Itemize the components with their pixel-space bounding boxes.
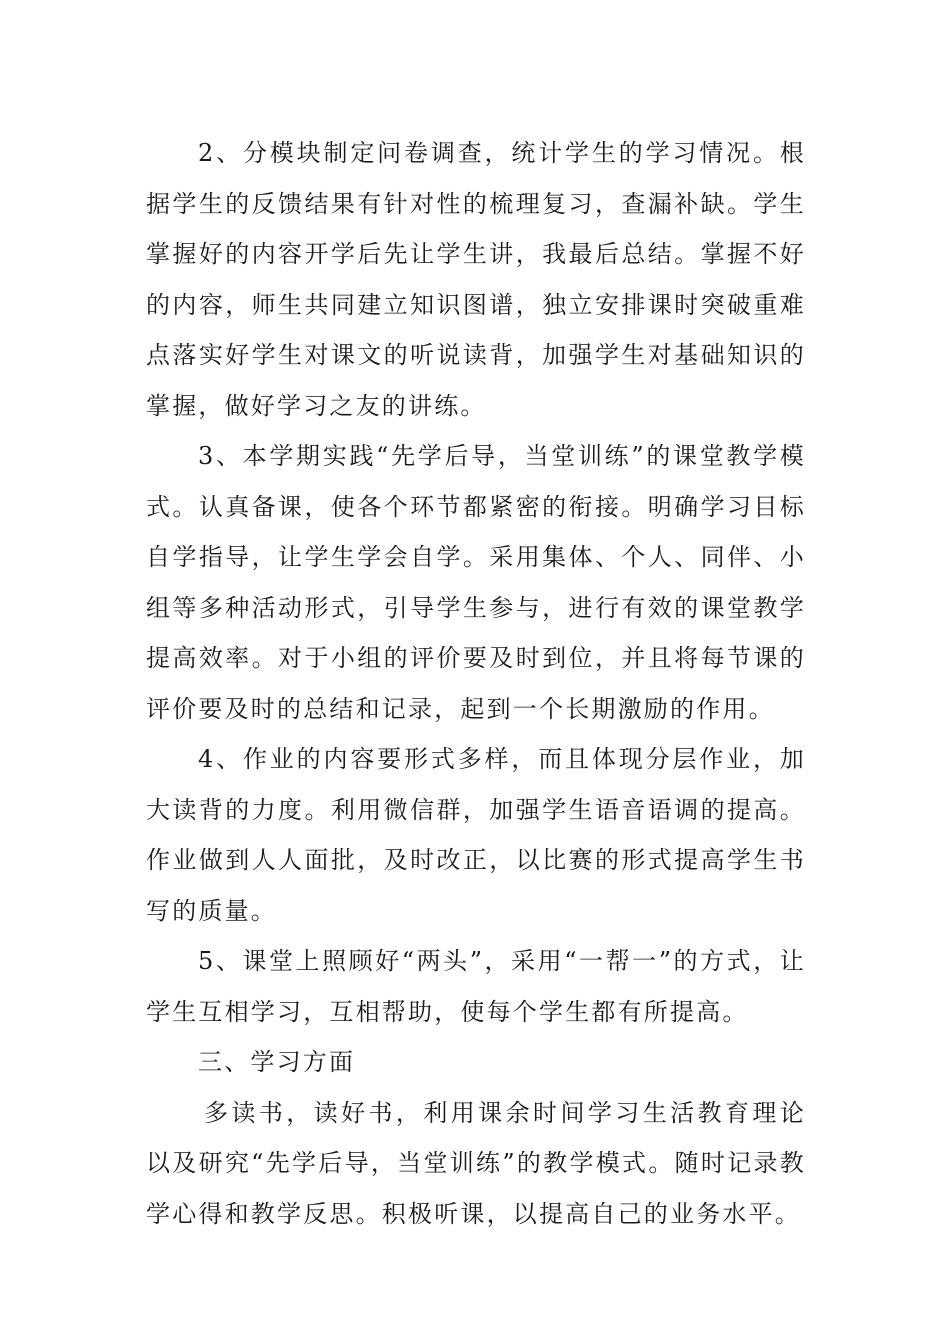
document-body bbox=[146, 128, 806, 1239]
paragraph-item-2: 2、分模块制定问卷调查，统计学生的学习情况。根据学生的反馈结果有针对性的梳理复习，查漏补缺。学生掌握好的内容开学后先让学生讲，我最后总结。掌握不好的内容，师生共同建立知识图谱，独立安排课时突破重难点落实好学生对课文的听说读背，加强学生对基础知识的掌握，做好学习之友的讲练。 bbox=[146, 139, 806, 420]
paragraph-item-5: 5、课堂上照顾好“两头”，采用“一帮一”的方式，让学生互相学习，互相帮助，使每个学生都有所提高。 bbox=[146, 947, 806, 1026]
closing-paragraph: 多读书，读好书，利用课余时间学习生活教育理论以及研究“先学后导，当堂训练”的教学模式。随时记录教学心得和教学反思。积极听课，以提高自己的业务水平。 bbox=[146, 1098, 806, 1228]
section-heading: 三、学习方面 bbox=[198, 1048, 356, 1076]
paragraph-item-3: 3、本学期实践“先学后导，当堂训练”的课堂教学模式。认真备课，使各个环节都紧密的衔接。明确学习目标自学指导，让学生学会自学。采用集体、个人、同伴、小组等多种活动形式，引导学生参与，进行有效的课堂教学提高效率。对于小组的评价要及时到位，并且将每节课的评价要及时的总结和记录，起到一个长期激励的作用。 bbox=[146, 442, 806, 723]
paragraph-item-4: 4、作业的内容要形式多样，而且体现分层作业，加大读背的力度。利用微信群，加强学生语音语调的提高。作业做到人人面批，及时改正，以比赛的形式提高学生书写的质量。 bbox=[146, 745, 806, 925]
